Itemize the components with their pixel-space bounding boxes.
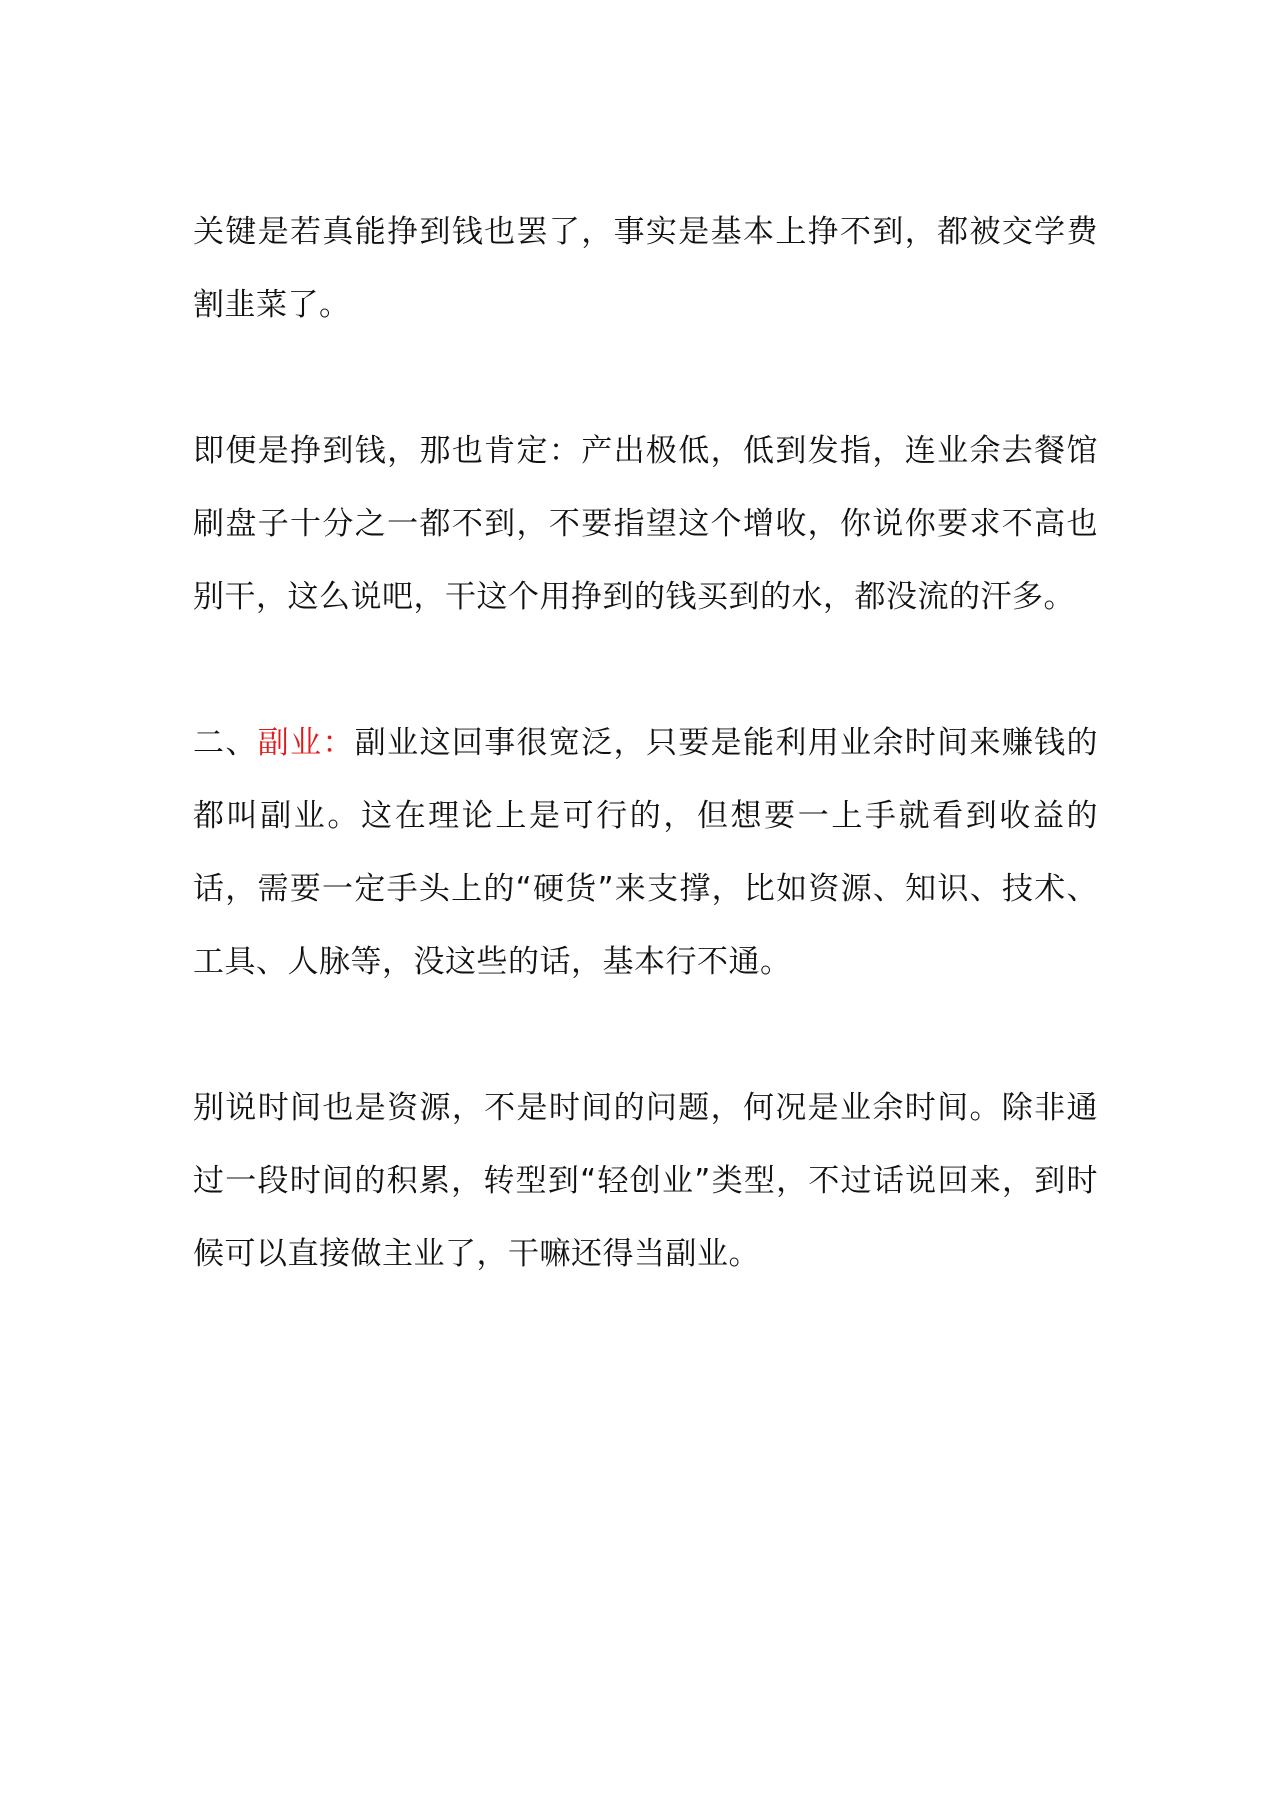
paragraph-1	[193, 196, 1098, 342]
paragraph-4	[193, 1072, 1098, 1291]
section-heading-highlight: 副业：	[257, 725, 355, 761]
document-body	[193, 196, 1098, 1364]
section-number: 二、	[193, 725, 258, 761]
paragraph-1-text: 关键是若真能挣到钱也罢了，事实是基本上挣不到，都被交学费割韭菜了。	[193, 214, 1098, 323]
paragraph-3	[193, 707, 1098, 999]
paragraph-4-text: 别说时间也是资源，不是时间的问题，何况是业余时间。除非通过一段时间的积累，转型到“轻创业”类型，不过话说回来，到时候可以直接做主业了，干嘛还得当副业。	[193, 1090, 1098, 1272]
paragraph-3-text: 副业这回事很宽泛，只要是能利用业余时间来赚钱的都叫副业。这在理论上是可行的，但想要一上手就看到收益的话，需要一定手头上的“硬货”来支撑，比如资源、知识、技术、工具、人脉等，没这些的话，基本行不通。	[193, 725, 1099, 980]
paragraph-2-text: 即便是挣到钱，那也肯定：产出极低，低到发指，连业余去餐馆刷盘子十分之一都不到，不要指望这个增收，你说你要求不高也别干，这么说吧，干这个用挣到的钱买到的水，都没流的汗多。	[193, 433, 1098, 615]
paragraph-2	[193, 415, 1098, 634]
